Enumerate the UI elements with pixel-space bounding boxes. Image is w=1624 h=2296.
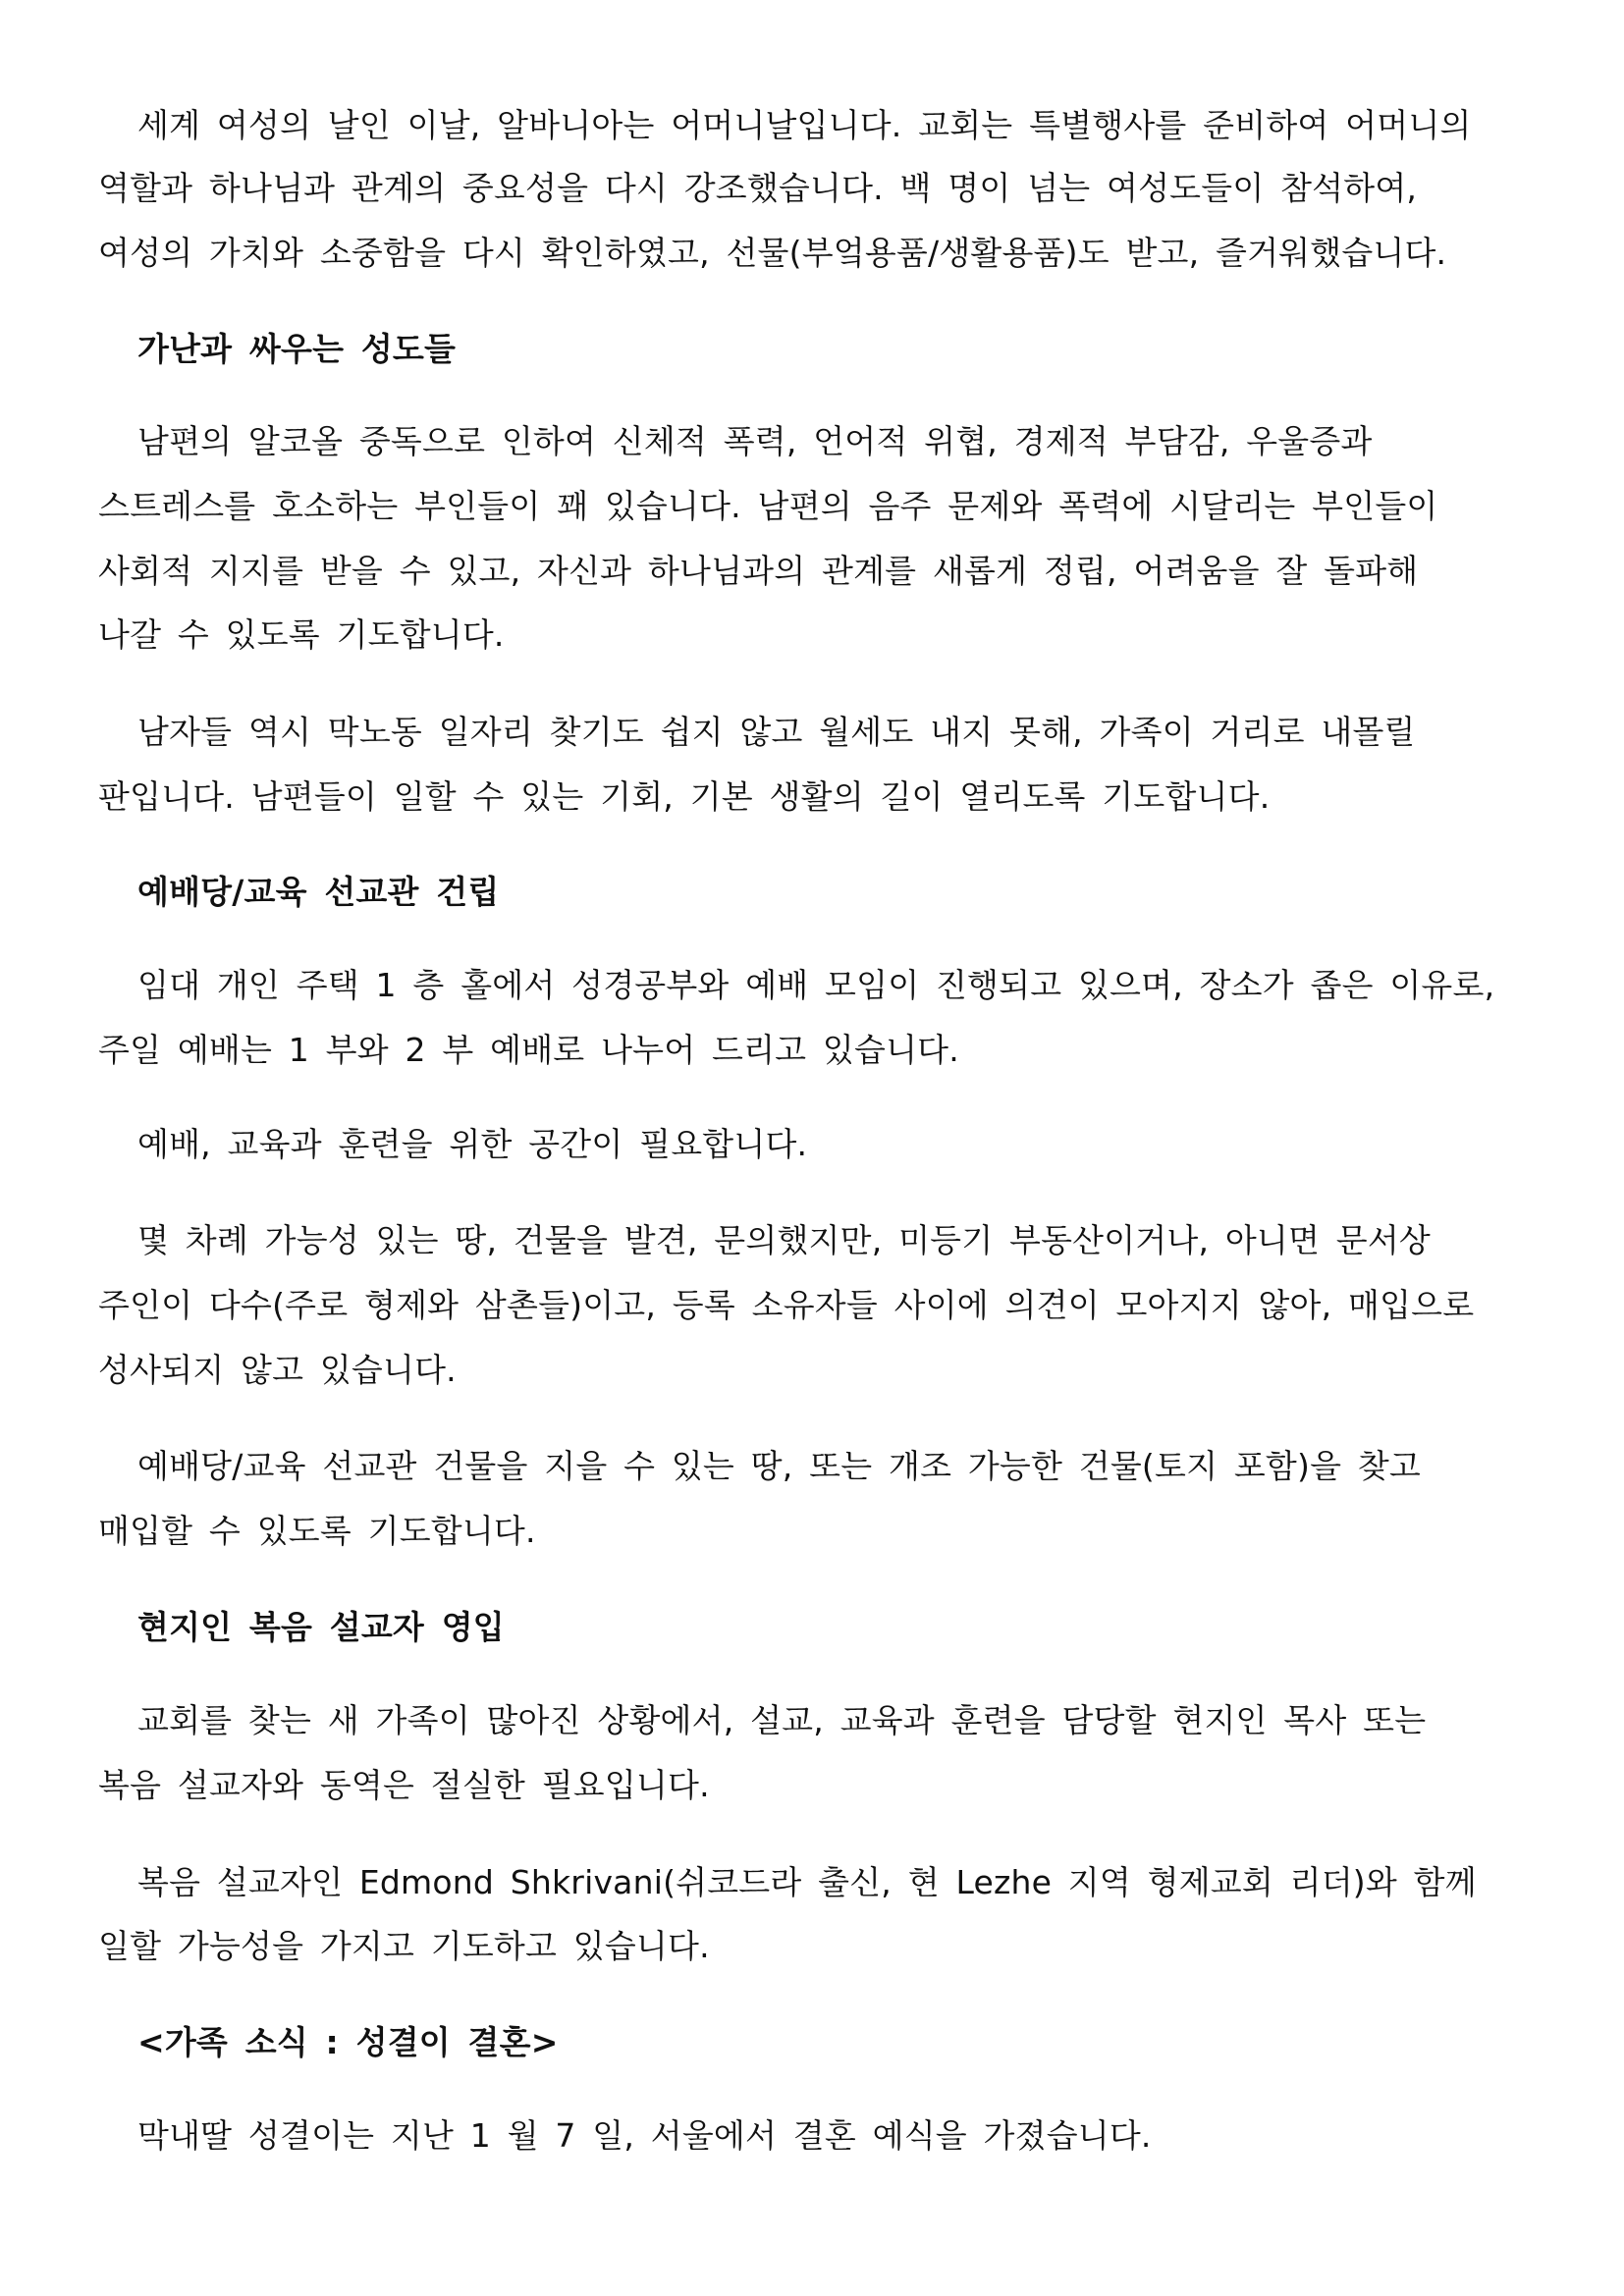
paragraph-line: 예배당/교육 선교관 건물을 지을 수 있는 땅, 또는 개조 가능한 건물(토지 포함)을 찾고 — [137, 1447, 1422, 1485]
paragraph-line: 매입할 수 있도록 기도합니다. — [98, 1512, 536, 1550]
section-heading-preacher: 현지인 복음 설교자 영입 — [137, 1608, 505, 1646]
section-heading-poverty: 가난과 싸우는 성도들 — [137, 330, 457, 368]
paragraph-line: 스트레스를 호소하는 부인들이 꽤 있습니다. 남편의 음주 문제와 폭력에 시달리는 부인들이 — [98, 487, 1438, 525]
paragraph-line: 주일 예배는 1 부와 2 부 예배로 나누어 드리고 있습니다. — [98, 1031, 959, 1069]
paragraph-line: 세계 여성의 날인 이날, 알바니아는 어머니날입니다. 교회는 특별행사를 준비하여 어머니의 — [137, 106, 1472, 144]
paragraph-line: 사회적 지지를 받을 수 있고, 자신과 하나님과의 관계를 새롭게 정립, 어려움을 잘 돌파해 — [98, 552, 1419, 590]
section-heading-chapel: 예배당/교육 선교관 건립 — [137, 873, 500, 911]
paragraph-line: 역할과 하나님과 관계의 중요성을 다시 강조했습니다. 백 명이 넘는 여성도들이 참석하여, — [98, 169, 1418, 207]
paragraph-line: 판입니다. 남편들이 일할 수 있는 기회, 기본 생활의 길이 열리도록 기도합니다. — [98, 777, 1271, 816]
paragraph-line: 나갈 수 있도록 기도합니다. — [98, 615, 505, 654]
paragraph-line: 남편의 알코올 중독으로 인하여 신체적 폭력, 언어적 위협, 경제적 부담감, 우울증과 — [137, 422, 1373, 460]
paragraph-line: 몇 차례 가능성 있는 땅, 건물을 발견, 문의했지만, 미등기 부동산이거나, 아니면 문서상 — [137, 1221, 1431, 1259]
paragraph-line: 복음 설교자와 동역은 절실한 필요입니다. — [98, 1766, 710, 1804]
paragraph-line: 막내딸 성결이는 지난 1 월 7 일, 서울에서 결혼 예식을 가졌습니다. — [137, 2116, 1152, 2155]
paragraph-line: 주인이 다수(주로 형제와 삼촌들)이고, 등록 소유자들 사이에 의견이 모아지지 않아, 매입으로 — [98, 1286, 1475, 1324]
paragraph-line: 예배, 교육과 훈련을 위한 공간이 필요합니다. — [137, 1125, 808, 1163]
section-heading-family-news: <가족 소식 : 성결이 결혼> — [137, 2023, 559, 2061]
paragraph-line: 여성의 가치와 소중함을 다시 확인하였고, 선물(부엌용품/생활용품)도 받고, 즐거워했습니다. — [98, 234, 1447, 272]
paragraph-line: 임대 개인 주택 1 층 홀에서 성경공부와 예배 모임이 진행되고 있으며, 장소가 좁은 이유로, — [137, 966, 1495, 1004]
paragraph-line: 일할 가능성을 가지고 기도하고 있습니다. — [98, 1927, 710, 1965]
paragraph-line: 성사되지 않고 있습니다. — [98, 1351, 457, 1389]
paragraph-line: 복음 설교자인 Edmond Shkrivani(쉬코드라 출신, 현 Lezhe 지역 형제교회 리더)와 함께 — [137, 1863, 1477, 1901]
paragraph-line: 교회를 찾는 새 가족이 많아진 상황에서, 설교, 교육과 훈련을 담당할 현지인 목사 또는 — [137, 1701, 1427, 1739]
paragraph-line: 남자들 역시 막노동 일자리 찾기도 쉽지 않고 월세도 내지 못해, 가족이 거리로 내몰릴 — [137, 713, 1416, 751]
